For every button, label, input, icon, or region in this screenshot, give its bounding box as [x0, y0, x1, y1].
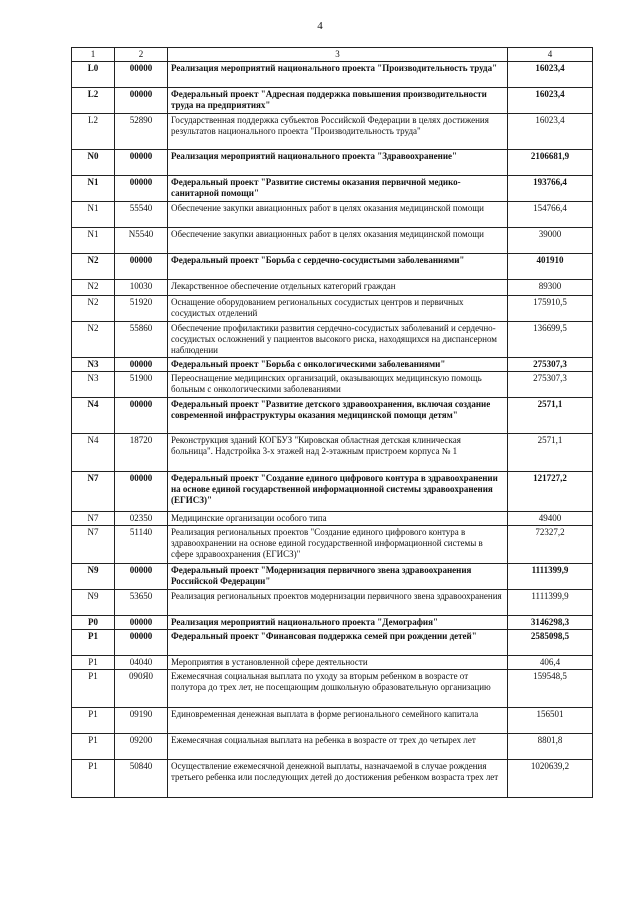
row-amount-cell: 156501: [508, 708, 593, 734]
table-row: [72, 512, 593, 526]
table-row: [72, 62, 593, 88]
column-header-4: 4: [508, 48, 593, 62]
table-row: [72, 254, 593, 280]
table-row: [72, 590, 593, 616]
table-row: [72, 616, 593, 630]
row-amount-cell: 2571,1: [508, 398, 593, 434]
table-row: [72, 202, 593, 228]
table-row: [72, 176, 593, 202]
row-name-cell: Реализация мероприятий национального проекта "Демография": [168, 616, 508, 630]
table-row: [72, 372, 593, 398]
table-row: [72, 398, 593, 434]
table-row: [72, 434, 593, 472]
row-name-cell: Федеральный проект "Создание единого цифрового контура в здравоохранении на основе единой государственной информационной системы здравоохранения (ЕГИСЗ)": [168, 472, 508, 512]
row-subcode-cell: 09200: [115, 734, 168, 760]
row-name-cell: Федеральный проект "Борьба с онкологическими заболеваниями": [168, 358, 508, 372]
row-subcode-cell: 00000: [115, 564, 168, 590]
row-code-cell: N2: [72, 280, 115, 296]
row-name-cell: Федеральный проект "Борьба с сердечно-сосудистыми заболеваниями": [168, 254, 508, 280]
column-header-1: 1: [72, 48, 115, 62]
row-subcode-cell: 00000: [115, 62, 168, 88]
row-code-cell: P1: [72, 630, 115, 656]
row-code-cell: N7: [72, 526, 115, 564]
row-amount-cell: 159548,5: [508, 670, 593, 708]
row-subcode-cell: 51900: [115, 372, 168, 398]
row-code-cell: N1: [72, 228, 115, 254]
row-subcode-cell: 50840: [115, 760, 168, 798]
row-amount-cell: 175910,5: [508, 296, 593, 322]
table-row: [72, 734, 593, 760]
row-name-cell: Государственная поддержка субъектов Российской Федерации в целях достижения результатов национального проекта "Производительность труда": [168, 114, 508, 150]
row-name-cell: Оснащение оборудованием региональных сосудистых центров и первичных сосудистых отделений: [168, 296, 508, 322]
row-amount-cell: 2106681,9: [508, 150, 593, 176]
table-row: [72, 150, 593, 176]
row-name-cell: Мероприятия в установленной сфере деятельности: [168, 656, 508, 670]
table-row: [72, 228, 593, 254]
row-code-cell: N9: [72, 590, 115, 616]
row-amount-cell: 154766,4: [508, 202, 593, 228]
row-name-cell: Федеральный проект "Адресная поддержка повышения производительности труда на предприятиях": [168, 88, 508, 114]
row-amount-cell: 1111399,9: [508, 564, 593, 590]
table-row: [72, 760, 593, 798]
row-amount-cell: 401910: [508, 254, 593, 280]
row-subcode-cell: 00000: [115, 398, 168, 434]
row-subcode-cell: 51920: [115, 296, 168, 322]
row-subcode-cell: 51140: [115, 526, 168, 564]
row-amount-cell: 72327,2: [508, 526, 593, 564]
table-row: [72, 88, 593, 114]
table-row: [72, 526, 593, 564]
row-subcode-cell: 10030: [115, 280, 168, 296]
row-code-cell: L2: [72, 88, 115, 114]
row-name-cell: Ежемесячная социальная выплата на ребенка в возрасте от трех до четырех лет: [168, 734, 508, 760]
row-name-cell: Осуществление ежемесячной денежной выплаты, назначаемой в случае рождения третьего ребенка или последующих детей до достижения ребенком возраста трех лет: [168, 760, 508, 798]
table-row: [72, 358, 593, 372]
table-row: [72, 296, 593, 322]
row-subcode-cell: 09190: [115, 708, 168, 734]
row-subcode-cell: 00000: [115, 616, 168, 630]
row-amount-cell: 406,4: [508, 656, 593, 670]
row-name-cell: Обеспечение закупки авиационных работ в целях оказания медицинской помощи: [168, 228, 508, 254]
row-subcode-cell: 00000: [115, 472, 168, 512]
row-subcode-cell: 02350: [115, 512, 168, 526]
row-code-cell: P0: [72, 616, 115, 630]
row-subcode-cell: 00000: [115, 630, 168, 656]
table-row: [72, 114, 593, 150]
row-name-cell: Реализация региональных проектов модернизации первичного звена здравоохранения: [168, 590, 508, 616]
row-name-cell: Лекарственное обеспечение отдельных категорий граждан: [168, 280, 508, 296]
row-code-cell: N7: [72, 472, 115, 512]
row-name-cell: Единовременная денежная выплата в форме регионального семейного капитала: [168, 708, 508, 734]
row-subcode-cell: 090Я0: [115, 670, 168, 708]
row-amount-cell: 49400: [508, 512, 593, 526]
row-name-cell: Федеральный проект "Развитие детского здравоохранения, включая создание современной инфраструктуры оказания медицинской помощи детям": [168, 398, 508, 434]
table-row: [72, 564, 593, 590]
row-subcode-cell: 55860: [115, 322, 168, 358]
row-subcode-cell: 00000: [115, 358, 168, 372]
row-amount-cell: 193766,4: [508, 176, 593, 202]
row-name-cell: Федеральный проект "Финансовая поддержка семей при рождении детей": [168, 630, 508, 656]
row-amount-cell: 136699,5: [508, 322, 593, 358]
table-row: [72, 472, 593, 512]
row-name-cell: Ежемесячная социальная выплата по уходу за вторым ребенком в возрасте от полутора до трех лет, не посещающим дошкольную образовательную организацию: [168, 670, 508, 708]
row-amount-cell: 1111399,9: [508, 590, 593, 616]
row-amount-cell: 8801,8: [508, 734, 593, 760]
row-name-cell: Обеспечение закупки авиационных работ в целях оказания медицинской помощи: [168, 202, 508, 228]
row-subcode-cell: 55540: [115, 202, 168, 228]
row-code-cell: P1: [72, 708, 115, 734]
row-code-cell: N1: [72, 202, 115, 228]
row-amount-cell: 275307,3: [508, 372, 593, 398]
row-code-cell: N4: [72, 434, 115, 472]
row-subcode-cell: 00000: [115, 254, 168, 280]
table-row: [72, 280, 593, 296]
row-name-cell: Реализация мероприятий национального проекта "Здравоохранение": [168, 150, 508, 176]
table-row: [72, 322, 593, 358]
table-body: [72, 62, 593, 798]
row-name-cell: Переоснащение медицинских организаций, оказывающих медицинскую помощь больным с онкологическими заболеваниями: [168, 372, 508, 398]
row-name-cell: Федеральный проект "Развитие системы оказания первичной медико-санитарной помощи": [168, 176, 508, 202]
row-code-cell: L0: [72, 62, 115, 88]
column-header-3: 3: [168, 48, 508, 62]
table-header-row: [72, 48, 593, 62]
row-code-cell: N9: [72, 564, 115, 590]
row-code-cell: N2: [72, 322, 115, 358]
row-subcode-cell: 53650: [115, 590, 168, 616]
row-subcode-cell: N5540: [115, 228, 168, 254]
row-code-cell: N4: [72, 398, 115, 434]
row-code-cell: L2: [72, 114, 115, 150]
row-code-cell: N3: [72, 358, 115, 372]
row-amount-cell: 1020639,2: [508, 760, 593, 798]
row-code-cell: N1: [72, 176, 115, 202]
row-code-cell: N7: [72, 512, 115, 526]
row-subcode-cell: 52890: [115, 114, 168, 150]
row-code-cell: N2: [72, 296, 115, 322]
row-name-cell: Федеральный проект "Модернизация первичного звена здравоохранения Российской Федерации": [168, 564, 508, 590]
column-header-2: 2: [115, 48, 168, 62]
row-amount-cell: 275307,3: [508, 358, 593, 372]
row-subcode-cell: 00000: [115, 150, 168, 176]
table-row: [72, 670, 593, 708]
budget-table: [71, 47, 593, 798]
row-code-cell: P1: [72, 656, 115, 670]
row-amount-cell: 2585098,5: [508, 630, 593, 656]
row-name-cell: Медицинские организации особого типа: [168, 512, 508, 526]
row-subcode-cell: 18720: [115, 434, 168, 472]
row-amount-cell: 3146298,3: [508, 616, 593, 630]
row-amount-cell: 2571,1: [508, 434, 593, 472]
row-amount-cell: 16023,4: [508, 62, 593, 88]
row-amount-cell: 16023,4: [508, 88, 593, 114]
row-code-cell: N0: [72, 150, 115, 176]
table-row: [72, 630, 593, 656]
row-subcode-cell: 04040: [115, 656, 168, 670]
table-row: [72, 656, 593, 670]
row-name-cell: Обеспечение профилактики развития сердечно-сосудистых заболеваний и сердечно-сосудистых осложнений у пациентов высокого риска, находящихся на диспансерном наблюдении: [168, 322, 508, 358]
row-amount-cell: 39000: [508, 228, 593, 254]
page-number: 4: [317, 20, 323, 32]
row-name-cell: Реконструкция зданий КОГБУЗ "Кировская областная детская клиническая больница". Надстройка 3-х этажей над 2-этажным пристроем корпуса № 1: [168, 434, 508, 472]
row-subcode-cell: 00000: [115, 88, 168, 114]
row-code-cell: P1: [72, 760, 115, 798]
row-code-cell: P1: [72, 670, 115, 708]
row-name-cell: Реализация мероприятий национального проекта "Производительность труда": [168, 62, 508, 88]
row-amount-cell: 16023,4: [508, 114, 593, 150]
row-code-cell: N3: [72, 372, 115, 398]
row-subcode-cell: 00000: [115, 176, 168, 202]
row-amount-cell: 89300: [508, 280, 593, 296]
row-code-cell: P1: [72, 734, 115, 760]
row-code-cell: N2: [72, 254, 115, 280]
row-amount-cell: 121727,2: [508, 472, 593, 512]
table-row: [72, 708, 593, 734]
row-name-cell: Реализация региональных проектов "Создание единого цифрового контура в здравоохранении на основе единой государственной информационной системы в сфере здравоохранения (ЕГИСЗ)": [168, 526, 508, 564]
